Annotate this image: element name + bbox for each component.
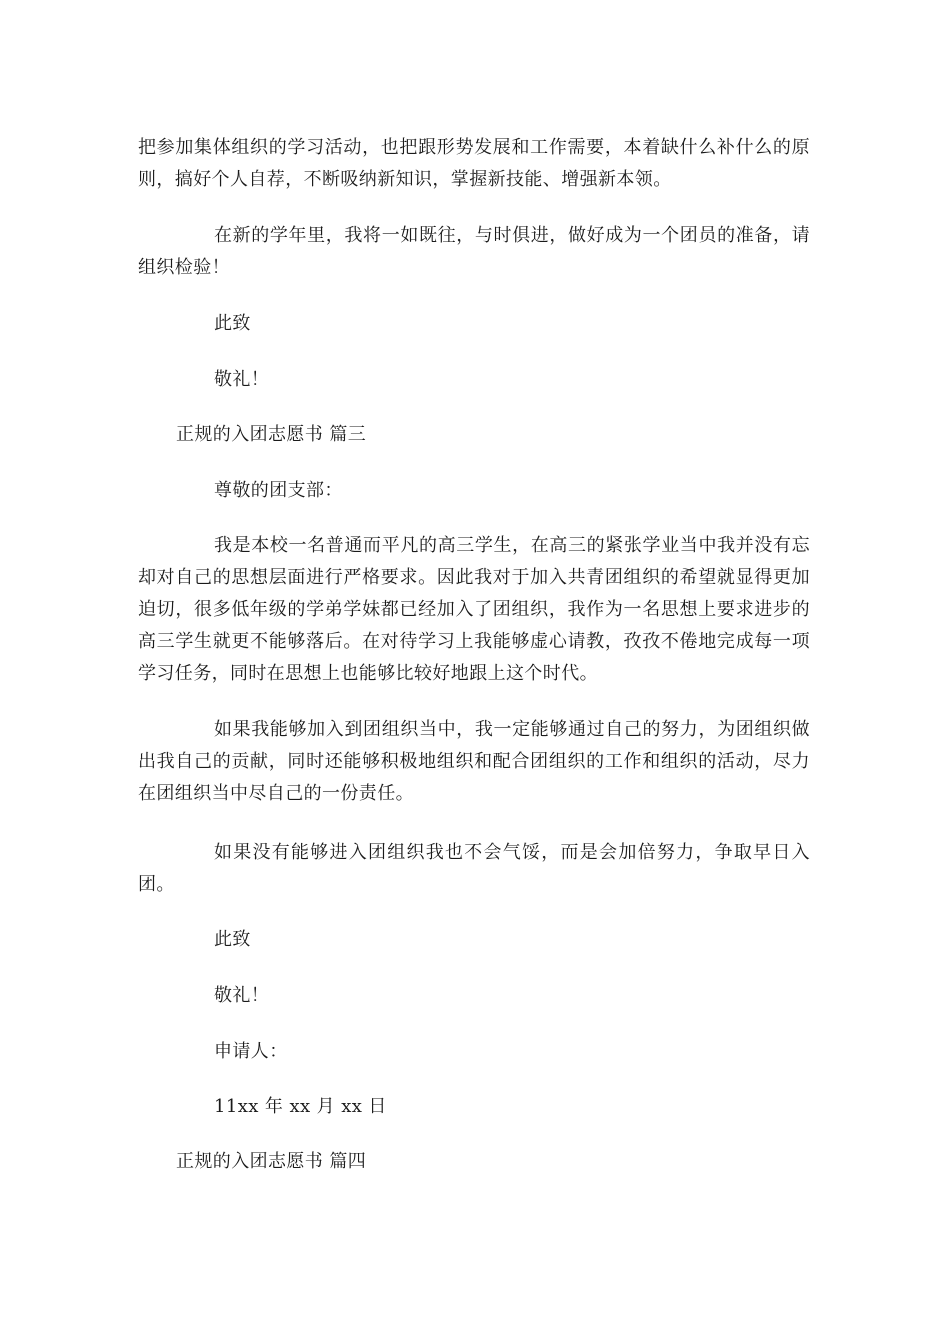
paragraph-continued: 把参加集体组织的学习活动，也把跟形势发展和工作需要，本着缺什么补什么的原则，搞好个人自荐，不断吸纳新知识，掌握新技能、增强新本领。: [138, 137, 810, 190]
paragraph-resolve: 如果没有能够进入团组织我也不会气馁，而是会加倍努力，争取早日入团。: [138, 842, 810, 895]
paragraph-new-year: 在新的学年里，我将一如既往，与时俱进，做好成为一个团员的准备，请组织检验！: [138, 225, 810, 278]
closing-cizhi: 此致: [214, 929, 251, 950]
greeting: 尊敬的团支部：: [214, 480, 343, 501]
date-line: 11xx 年 xx 月 xx 日: [214, 1096, 387, 1117]
paragraph-contribution: 如果我能够加入到团组织当中，我一定能够通过自己的努力，为团组织做出我自己的贡献，同时还能够积极地组织和配合团组织的工作和组织的活动，尽力在团组织当中尽自己的一份责任。: [138, 719, 810, 804]
paragraph-self-intro: 我是本校一名普通而平凡的高三学生，在高三的紧张学业当中我并没有忘却对自己的思想层面进行严格要求。因此我对于加入共青团组织的希望就显得更加迫切，很多低年级的学弟学妹都已经加入了团组织，我作为一名思想上要求进步的高三学生就更不能够落后。在对待学习上我能够虚心请教，孜孜不倦地完成每一项学习任务，同时在思想上也能够比较好地跟上这个时代。: [138, 535, 810, 684]
closing-cizhi: 此致: [214, 313, 251, 334]
salute-jingli: 敬礼！: [214, 985, 270, 1006]
applicant-label: 申请人：: [214, 1041, 288, 1062]
section-heading-part3: 正规的入团志愿书 篇三: [176, 424, 367, 445]
salute-jingli: 敬礼！: [214, 369, 270, 390]
section-heading-part4: 正规的入团志愿书 篇四: [176, 1151, 367, 1172]
